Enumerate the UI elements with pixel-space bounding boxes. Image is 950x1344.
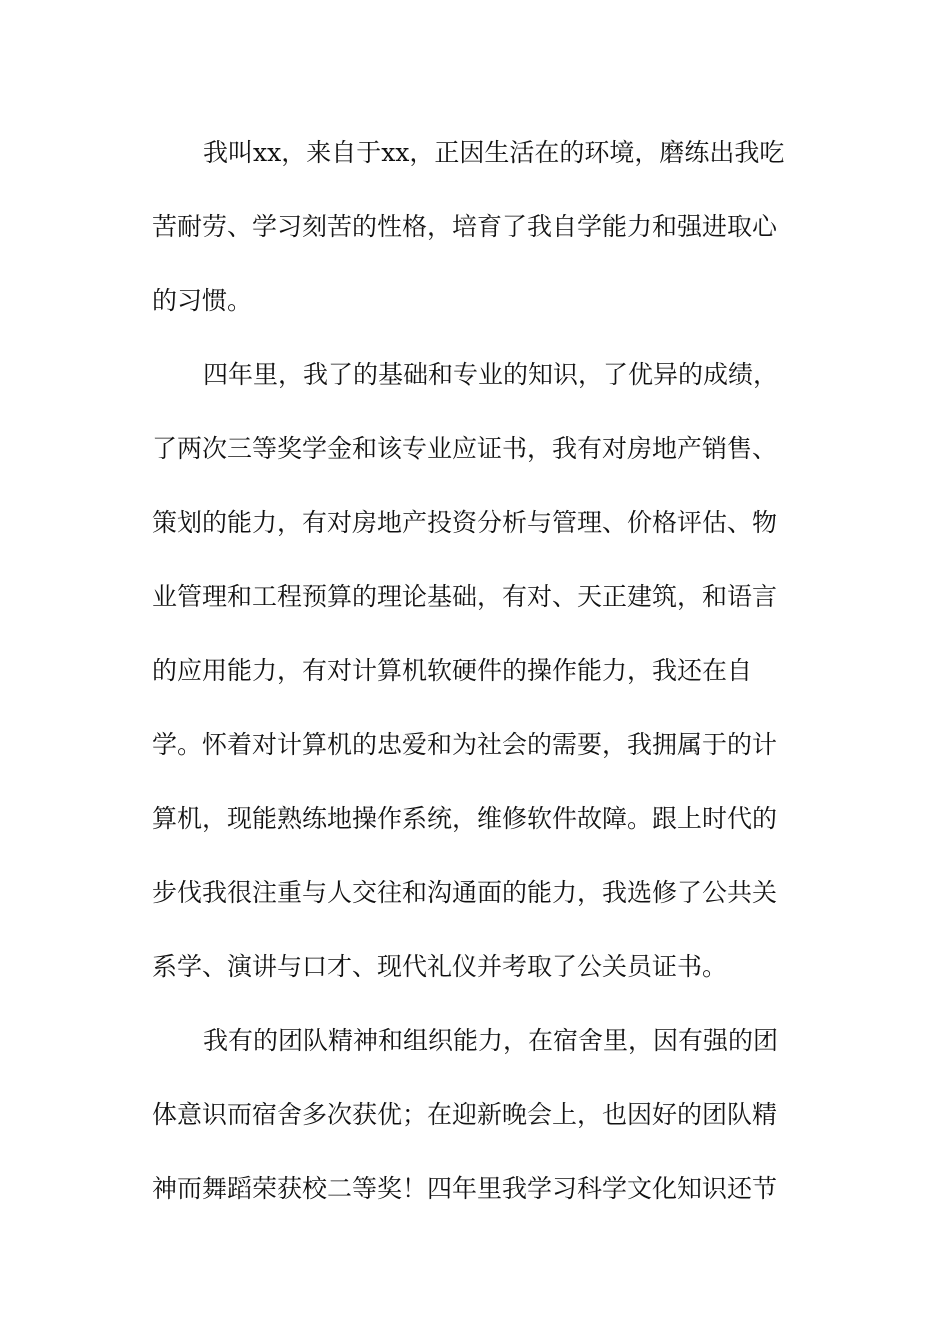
paragraph-3-line-3: 神而舞蹈荣获校二等奖！四年里我学习科学文化知识还节 bbox=[152, 1174, 778, 1203]
paragraph-2-line-2: 了两次三等奖学金和该专业应证书，我有对房地产销售、 bbox=[152, 434, 778, 463]
paragraph-3-line-2: 体意识而宿舍多次获优；在迎新晚会上，也因好的团队精 bbox=[152, 1100, 778, 1129]
paragraph-1-line-1: 我叫xx，来自于xx，正因生活在的环境，磨练出我吃 bbox=[203, 138, 785, 167]
paragraph-1-line-3: 的习惯。 bbox=[152, 286, 253, 315]
paragraph-2-line-5: 的应用能力，有对计算机软硬件的操作能力，我还在自 bbox=[152, 656, 753, 685]
paragraph-2-line-4: 业管理和工程预算的理论基础，有对、天正建筑，和语言 bbox=[152, 582, 778, 611]
paragraph-2-line-1: 四年里，我了的基础和专业的知识，了优异的成绩， bbox=[203, 360, 779, 389]
paragraph-3-line-1: 我有的团队精神和组织能力，在宿舍里，因有强的团 bbox=[203, 1026, 779, 1055]
paragraph-2-line-7: 算机，现能熟练地操作系统，维修软件故障。跟上时代的 bbox=[152, 804, 778, 833]
paragraph-2-line-3: 策划的能力，有对房地产投资分析与管理、价格评估、物 bbox=[152, 508, 778, 537]
paragraph-1-line-2: 苦耐劳、学习刻苦的性格，培育了我自学能力和强进取心 bbox=[152, 212, 778, 241]
paragraph-2-line-9: 系学、演讲与口才、现代礼仪并考取了公关员证书。 bbox=[152, 952, 728, 981]
paragraph-2-line-8: 步伐我很注重与人交往和沟通面的能力，我选修了公共关 bbox=[152, 878, 778, 907]
paragraph-2-line-6: 学。怀着对计算机的忠爱和为社会的需要，我拥属于的计 bbox=[152, 730, 778, 759]
